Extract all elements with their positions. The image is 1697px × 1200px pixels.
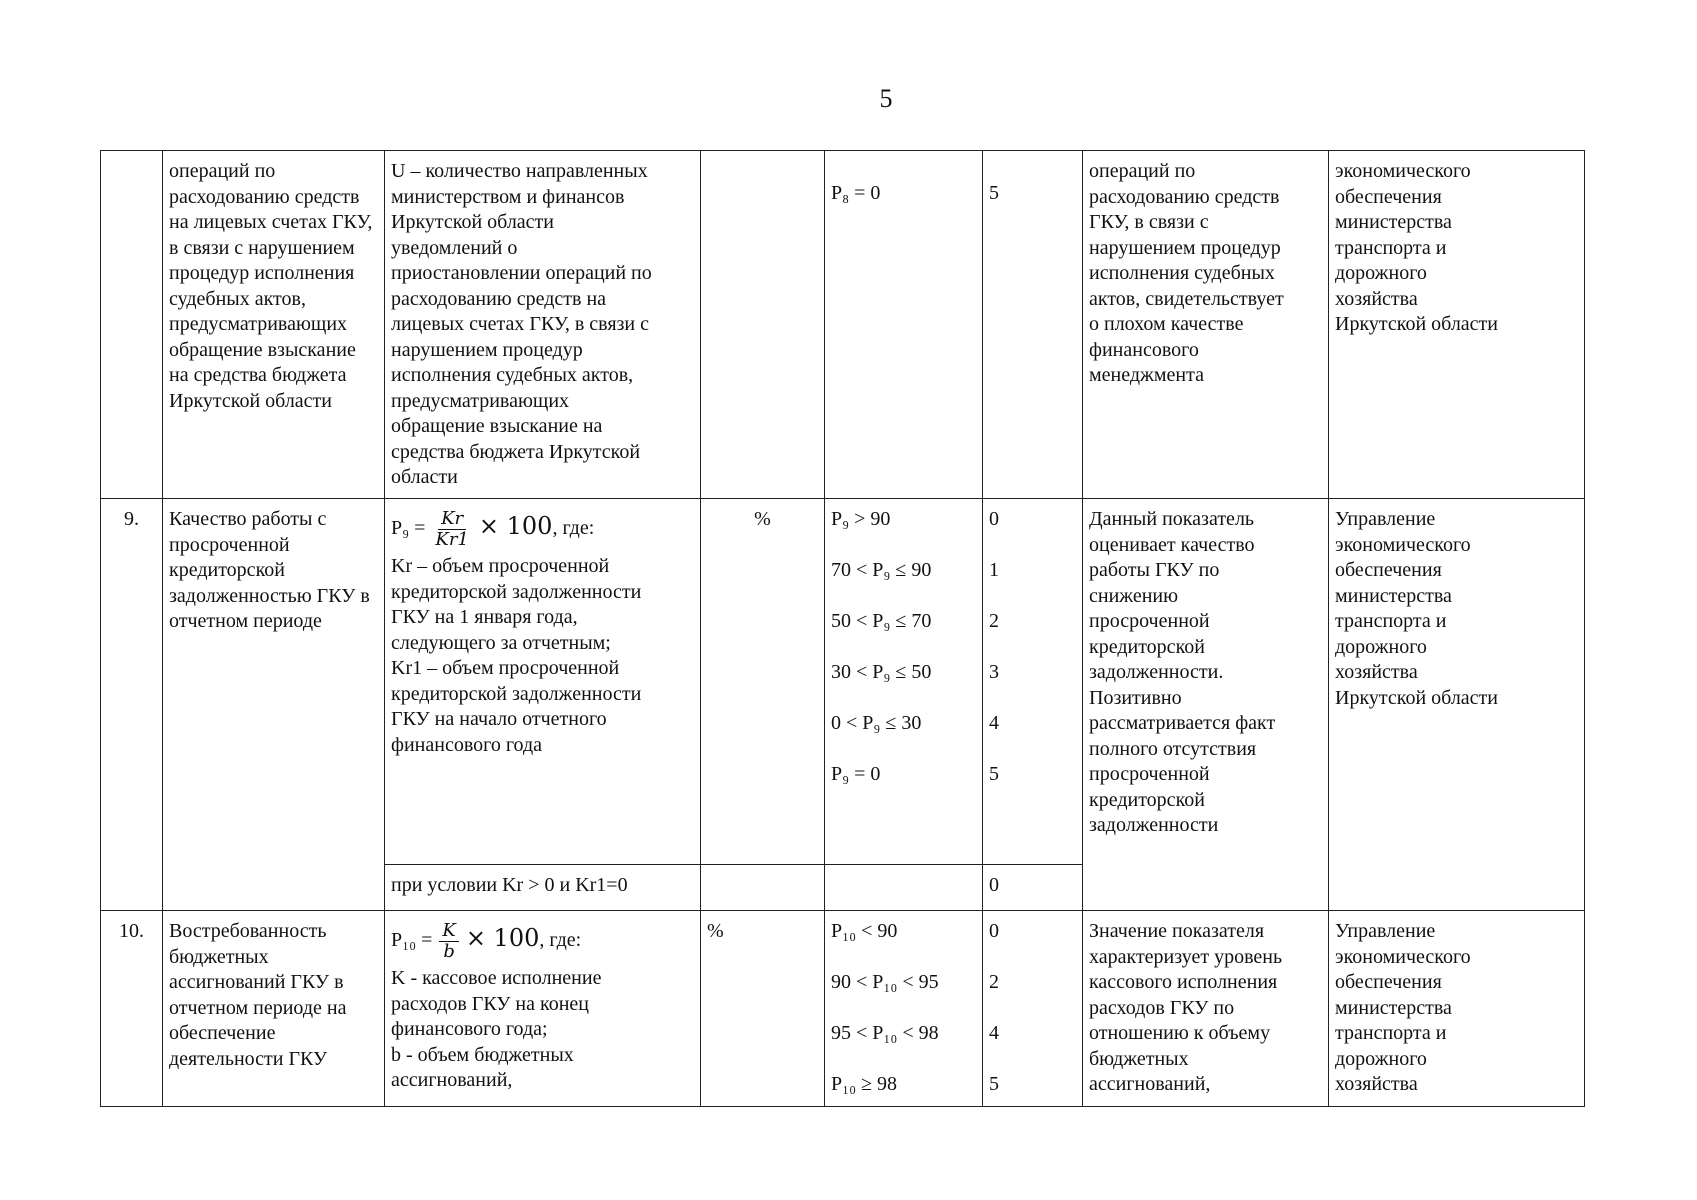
row8-name-cell: операций по расходованию средств на лицевых счетах ГКУ, в связи с нарушением процедур исполнения судебных актов, предусматривающих обращение взыскание на средства бюджета Иркутской области — [163, 151, 385, 499]
table-row-10 — [101, 911, 1585, 1107]
indicators-table — [100, 150, 1585, 1107]
row9-number-cell — [101, 499, 163, 911]
row9-score: 3 — [989, 661, 999, 683]
row9-unit: % — [754, 508, 771, 530]
row9-criteria-cell — [825, 499, 983, 865]
row9-criterion: 0 < P₉ ≤ 30 — [831, 712, 922, 734]
row9-comment-cell: Данный показатель оценивает качество работы ГКУ по снижению просроченной кредиторской задолженности. Позитивно рассматривается факт полного отсутствия просроченной кредиторской задолженности — [1083, 499, 1329, 911]
row9-condition-unit-cell — [701, 865, 825, 911]
row9-unit-cell — [701, 499, 825, 865]
row10-unit: % — [707, 920, 724, 942]
row10-criterion: 95 < P₁₀ < 98 — [831, 1022, 939, 1044]
row8-responsible-cell: экономического обеспечения министерства транспорта и дорожного хозяйства Иркутской области — [1329, 151, 1585, 499]
row9-name-cell: Качество работы с просроченной кредиторской задолженностью ГКУ в отчетном периоде — [163, 499, 385, 911]
row10-name-cell: Востребованность бюджетных ассигнований ГКУ в отчетном периоде на обеспечение деятельности ГКУ — [163, 911, 385, 1107]
row8-number-cell — [101, 151, 163, 499]
row8-unit-cell — [701, 151, 825, 499]
row9-responsible-cell: Управление экономического обеспечения министерства транспорта и дорожного хозяйства Иркутской области — [1329, 499, 1585, 911]
row9-score: 1 — [989, 559, 999, 581]
row9-criterion: P₉ > 90 — [831, 508, 891, 530]
row10-number-cell — [101, 911, 163, 1107]
table-row-9 — [101, 499, 1585, 865]
row9-criterion: 70 < P₉ ≤ 90 — [831, 559, 932, 581]
row9-number: 9. — [124, 508, 139, 530]
row9-fraction: $\frac{Kr}{Kr1}$ — [435, 508, 469, 550]
row9-score: 2 — [989, 610, 999, 632]
row8-formula-cell: U – количество направленных министерством и финансов Иркутской области уведомлений о приостановлении операций по расходованию средств на лицевых счетах ГКУ, в связи с нарушением процедур исполнения судебных актов, предусматривающих обращение взыскание на средства бюджета Иркутской области — [385, 151, 701, 499]
row10-criterion: P₁₀ ≥ 98 — [831, 1073, 898, 1095]
row10-scores-cell — [983, 911, 1083, 1107]
row10-score: 5 — [989, 1073, 999, 1095]
row9-scores-cell — [983, 499, 1083, 865]
row10-score: 4 — [989, 1022, 999, 1044]
row10-number: 10. — [119, 920, 144, 942]
row9-criterion: P₉ = 0 — [831, 763, 881, 785]
row10-criteria-cell — [825, 911, 983, 1107]
row9-condition-score-cell — [983, 865, 1083, 911]
row9-condition-score: 0 — [989, 874, 999, 896]
row10-score: 2 — [989, 971, 999, 993]
table-row-8 — [101, 151, 1585, 499]
row10-formula: P₁₀ = $\frac{K}{b}$ × 100, где: — [391, 920, 582, 962]
row10-criterion: 90 < P₁₀ < 95 — [831, 971, 939, 993]
row10-responsible-cell: Управление экономического обеспечения министерства транспорта и дорожного хозяйства — [1329, 911, 1585, 1107]
row10-fraction: $\frac{K}{b}$ — [439, 921, 458, 962]
row10-unit-cell — [701, 911, 825, 1107]
row9-formula: P₉ = $\frac{Kr}{Kr1}$ × 100, где: — [391, 508, 595, 550]
row9-score: 0 — [989, 508, 999, 530]
row10-criterion: P₁₀ < 90 — [831, 920, 898, 942]
row8-criterion-cell — [825, 151, 983, 499]
row8-comment-cell: операций по расходованию средств ГКУ, в связи с нарушением процедур исполнения судебных актов, свидетельствует о плохом качестве финансового менеджмента — [1083, 151, 1329, 499]
page-number: 5 — [879, 84, 893, 113]
row9-formula-cell: P₉ = $\frac{Kr}{Kr1}$ × 100, где: Kr – объем просроченной кредиторской задолженности ГКУ на 1 января года, следующего за отчетным; Kr1 – объем просроченной кредиторской задолженности ГКУ на начало отчетного финансового года — [385, 499, 701, 865]
row9-condition-cell — [385, 865, 701, 911]
row8-score-cell — [983, 151, 1083, 499]
row9-condition: при условии Kr > 0 и Kr1=0 — [391, 874, 628, 896]
row10-formula-cell: P₁₀ = $\frac{K}{b}$ × 100, где: K - кассовое исполнение расходов ГКУ на конец финансового года; b - объем бюджетных ассигнований, — [385, 911, 701, 1107]
row9-score: 5 — [989, 763, 999, 785]
row10-score: 0 — [989, 920, 999, 942]
row10-comment-cell: Значение показателя характеризует уровень кассового исполнения расходов ГКУ по отношению к объему бюджетных ассигнований, — [1083, 911, 1329, 1107]
row9-criterion: 50 < P₉ ≤ 70 — [831, 610, 932, 632]
row8-criterion: P₈ = 0 — [831, 182, 881, 204]
row9-score: 4 — [989, 712, 999, 734]
row9-criterion: 30 < P₉ ≤ 50 — [831, 661, 932, 683]
row8-score: 5 — [989, 182, 999, 204]
row9-condition-criterion-cell — [825, 865, 983, 911]
